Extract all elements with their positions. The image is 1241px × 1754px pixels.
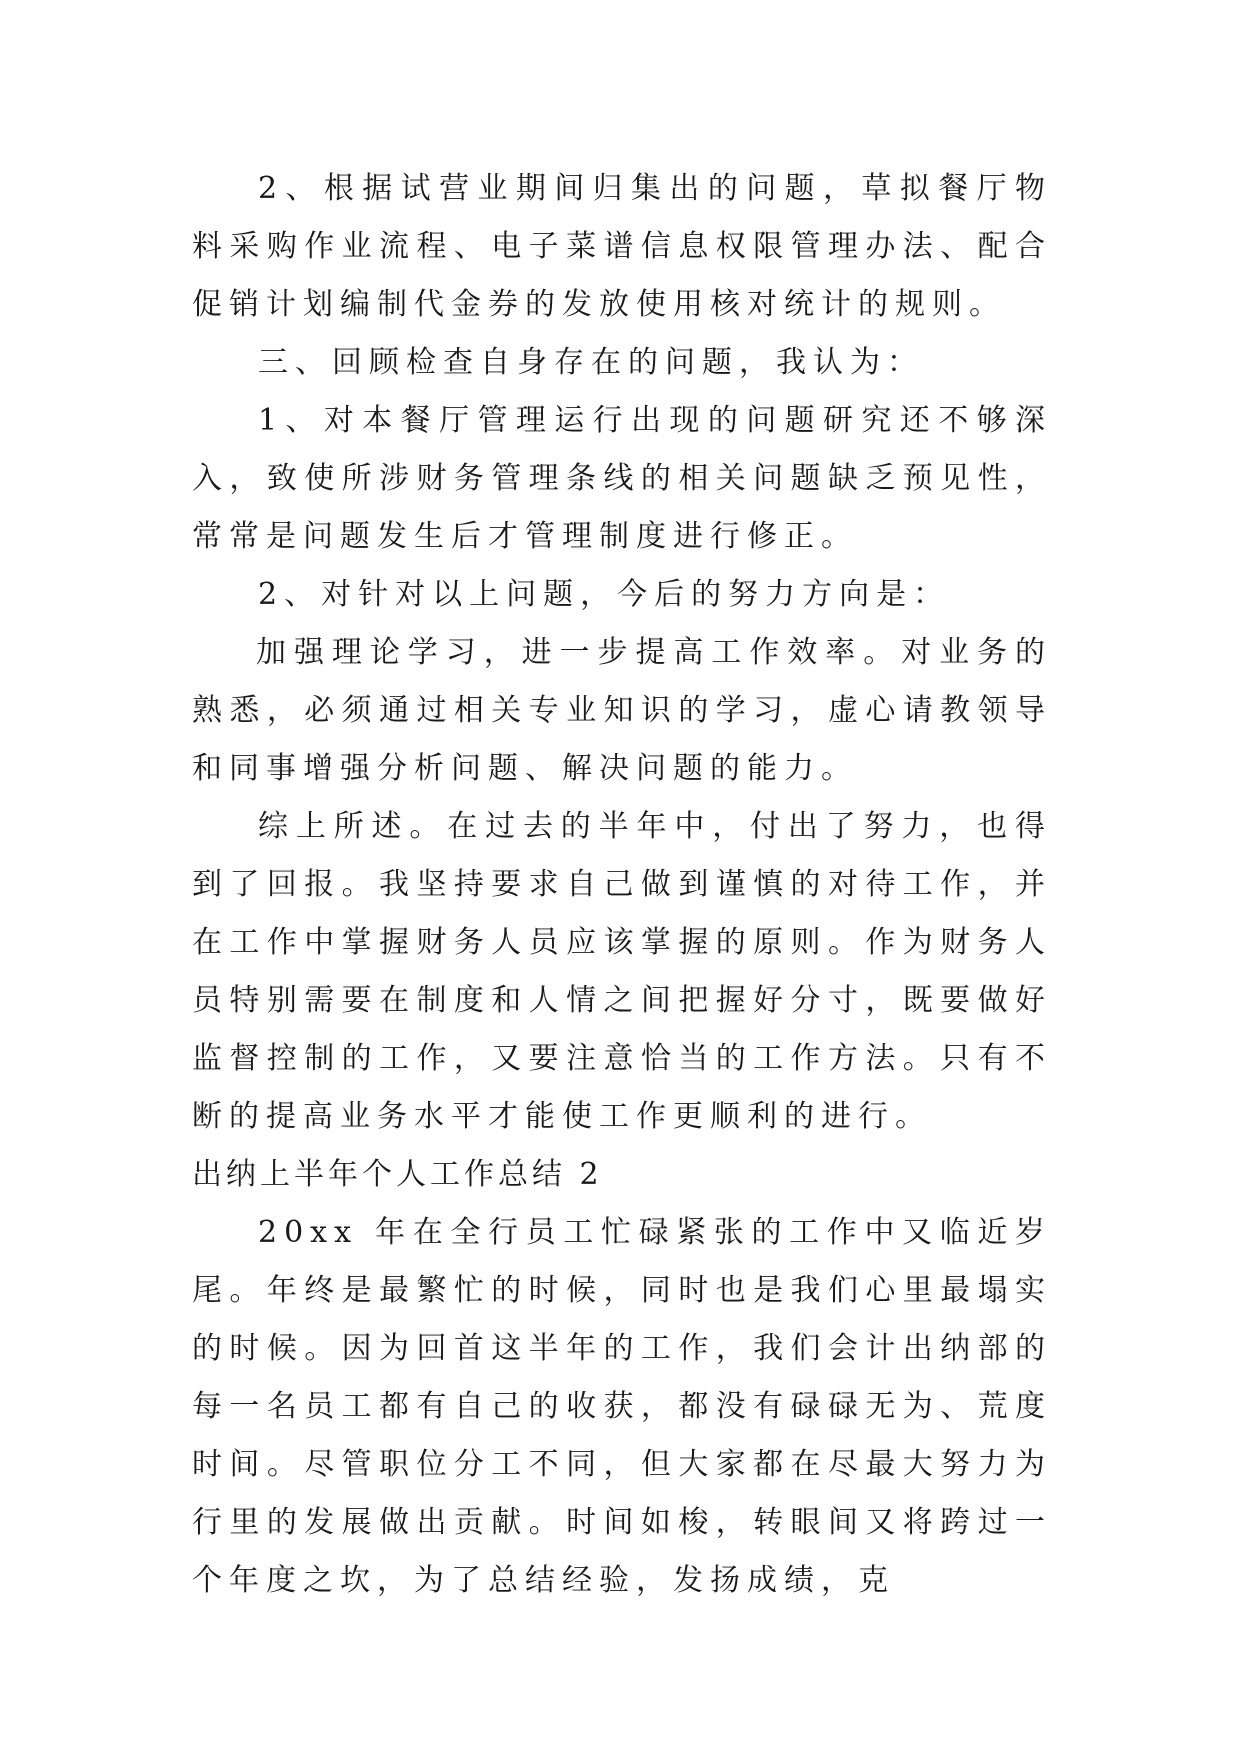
paragraph-future-direction: 2、对针对以上问题，今后的努力方向是：	[258, 577, 951, 612]
paragraph-summary: 综上所述。在过去的半年中，付出了努力，也得到了回报。我坚持要求自己做到谨慎的对待工作，并在工作中掌握财务人员应该掌握的原则。作为财务人员特别需要在制度和人情之间把握好分寸，既要做好监督控制的工作，又要注意恰当的工作方法。只有不断的提高业务水平才能使工作更顺利的进行。	[192, 809, 1052, 1134]
section-heading-self-review: 三、回顾检查自身存在的问题，我认为：	[258, 345, 924, 380]
paragraph-strengthen-learning: 加强理论学习，进一步提高工作效率。对业务的熟悉，必须通过相关专业知识的学习，虚心请教领导和同事增强分析问题、解决问题的能力。	[192, 635, 1052, 786]
document-subtitle: 出纳上半年个人工作总结 2	[192, 1157, 603, 1192]
paragraph-problem-analysis: 1、对本餐厅管理运行出现的问题研究还不够深入，致使所涉财务管理条线的相关问题缺乏预见性，常常是问题发生后才管理制度进行修正。	[192, 403, 1052, 554]
document-body	[192, 160, 1052, 1610]
paragraph-procurement-rules: 2、根据试营业期间归集出的问题，草拟餐厅物料采购作业流程、电子菜谱信息权限管理办法、配合促销计划编制代金券的发放使用核对统计的规则。	[192, 171, 1052, 322]
paragraph-year-end-intro: 20xx 年在全行员工忙碌紧张的工作中又临近岁尾。年终是最繁忙的时候，同时也是我们心里最塌实的时候。因为回首这半年的工作，我们会计出纳部的每一名员工都有自己的收获，都没有碌碌无为、荒度时间。尽管职位分工不同，但大家都在尽最大努力为行里的发展做出贡献。时间如梭，转眼间又将跨过一个年度之坎，为了总结经验，发扬成绩，克	[192, 1215, 1052, 1598]
